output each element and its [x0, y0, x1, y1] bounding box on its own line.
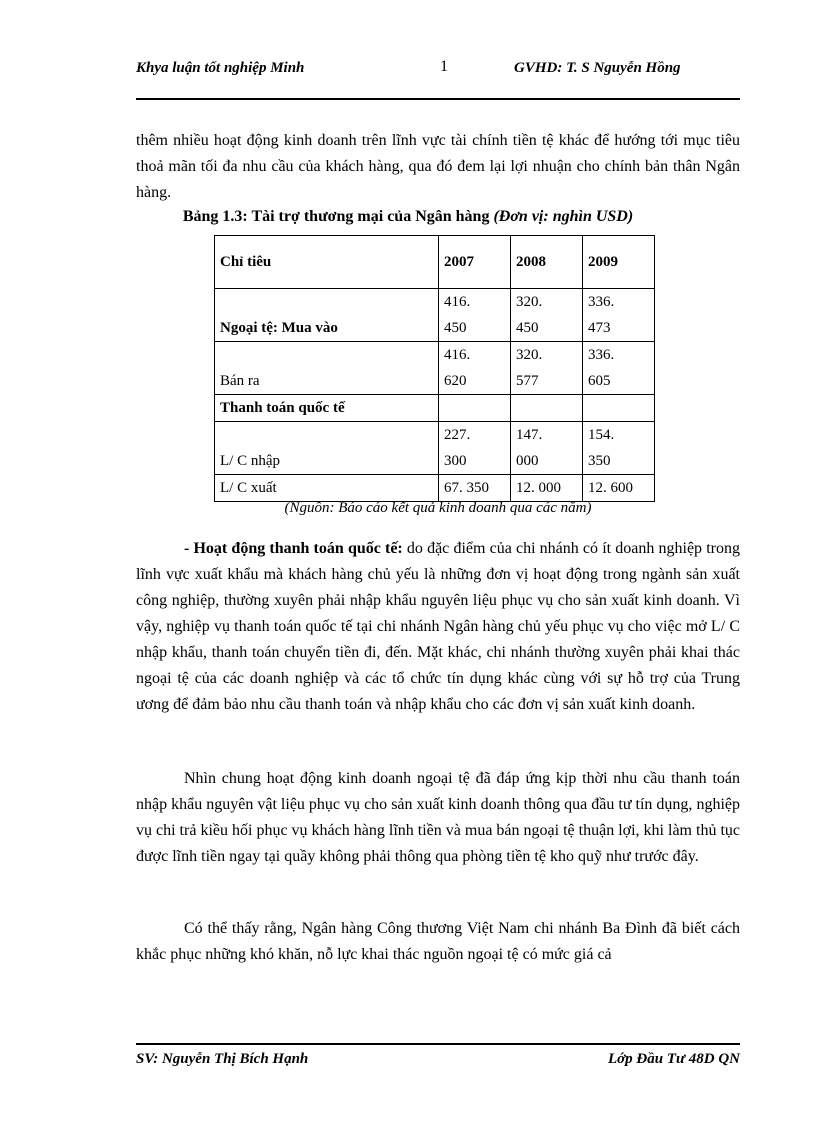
page-number: 1 [440, 58, 448, 75]
header-2008: 2008 [511, 236, 583, 289]
table-header-row [215, 236, 655, 289]
cell-value: 147. 000 [511, 422, 583, 475]
table-row [215, 342, 655, 395]
page-footer [136, 1043, 740, 1069]
row-label: L/ C xuất [215, 475, 439, 502]
cell-value: 320. 450 [511, 289, 583, 342]
cell-value: 67. 350 [439, 475, 511, 502]
cell-value: 416. 620 [439, 342, 511, 395]
header-2009: 2009 [583, 236, 655, 289]
cell-value: 320. 577 [511, 342, 583, 395]
trade-finance-table [214, 235, 655, 502]
header-supervisor: GVHD: T. S Nguyễn Hồng [514, 60, 681, 76]
footer-class: Lớp Đầu Tư 48D QN [607, 1051, 740, 1067]
footer-student: SV: Nguyễn Thị Bích Hạnh [136, 1051, 309, 1067]
cell-value: 416. 450 [439, 289, 511, 342]
section-lead: - Hoạt động thanh toán quốc tế: [184, 540, 403, 557]
table-row [215, 289, 655, 342]
row-label: Ngoại tệ: Mua vào [215, 289, 439, 342]
cell-value [511, 395, 583, 422]
table-caption-unit: (Đơn vị: nghìn USD) [493, 208, 634, 225]
cell-value [439, 395, 511, 422]
cell-value: 12. 600 [583, 475, 655, 502]
table-row [215, 422, 655, 475]
section-text: do đặc điểm của chi nhánh có ít doanh nghiệp trong lĩnh vực xuất khẩu mà khách hàng chủ yếu là những đơn vị hoạt động trong ngành sản xuất công nghiệp, thường xuyên phải nhập khẩu nguyên liệu phục vụ cho sản xuất kinh doanh. Vì vậy, nghiệp vụ thanh toán quốc tế tại chi nhánh Ngân hàng chủ yếu phục vụ cho việc mở L/ C nhập khẩu, thanh toán chuyển tiền đi, đến. Mặt khác, chi nhánh thường xuyên phải khai thác ngoại tệ của các doanh nghiệp và các tổ chức tín dụng khác cùng với sự hỗ trợ của Trung ương để đảm bảo nhu cầu thanh toán và nhập khẩu cho các đơn vị sản xuất kinh doanh. [136, 540, 740, 713]
row-label: L/ C nhập [215, 422, 439, 475]
cell-value: 154. 350 [583, 422, 655, 475]
intro-paragraph: thêm nhiều hoạt động kinh doanh trên lĩnh vực tài chính tiền tệ khác để hướng tới mục tiêu thoả mãn tối đa nhu cầu của khách hàng, qua đó đem lại lợi nhuận cho chính bản thân Ngân hàng. [136, 132, 740, 201]
cell-value [583, 395, 655, 422]
cell-value: 227. 300 [439, 422, 511, 475]
header-indicator: Chỉ tiêu [215, 236, 439, 289]
cell-value: 336. 473 [583, 289, 655, 342]
paragraph-4: Có thể thấy rằng, Ngân hàng Công thương Việt Nam chi nhánh Ba Đình đã biết cách khắc phục những khó khăn, nỗ lực khai thác nguồn ngoại tệ có mức giá cả [136, 920, 740, 963]
row-label: Thanh toán quốc tế [215, 395, 439, 422]
table-source: (Nguồn: Báo cáo kết quả kinh doanh qua các năm) [284, 500, 592, 516]
header-2007: 2007 [439, 236, 511, 289]
table-row [215, 395, 655, 422]
header-thesis-title: Khya luận tốt nghiệp Minh [136, 60, 305, 76]
table-row [215, 475, 655, 502]
row-label: Bán ra [215, 342, 439, 395]
section-paragraph [136, 536, 740, 718]
page-header [136, 58, 740, 100]
cell-value: 12. 000 [511, 475, 583, 502]
cell-value: 336. 605 [583, 342, 655, 395]
paragraph-3: Nhìn chung hoạt động kinh doanh ngoại tệ đã đáp ứng kịp thời nhu cầu thanh toán nhập khẩu nguyên vật liệu phục vụ cho sản xuất kinh doanh thông qua đầu tư tín dụng, nghiệp vụ chi trả kiều hối phục vụ khách hàng lĩnh tiền và mua bán ngoại tệ thuận lợi, khi làm thủ tục được lĩnh tiền ngay tại quầy không phải thông qua phòng tiền tệ kho quỹ như trước đây. [136, 770, 740, 865]
table-caption [0, 208, 816, 226]
table-caption-title: Bảng 1.3: Tài trợ thương mại của Ngân hàng [182, 208, 490, 225]
